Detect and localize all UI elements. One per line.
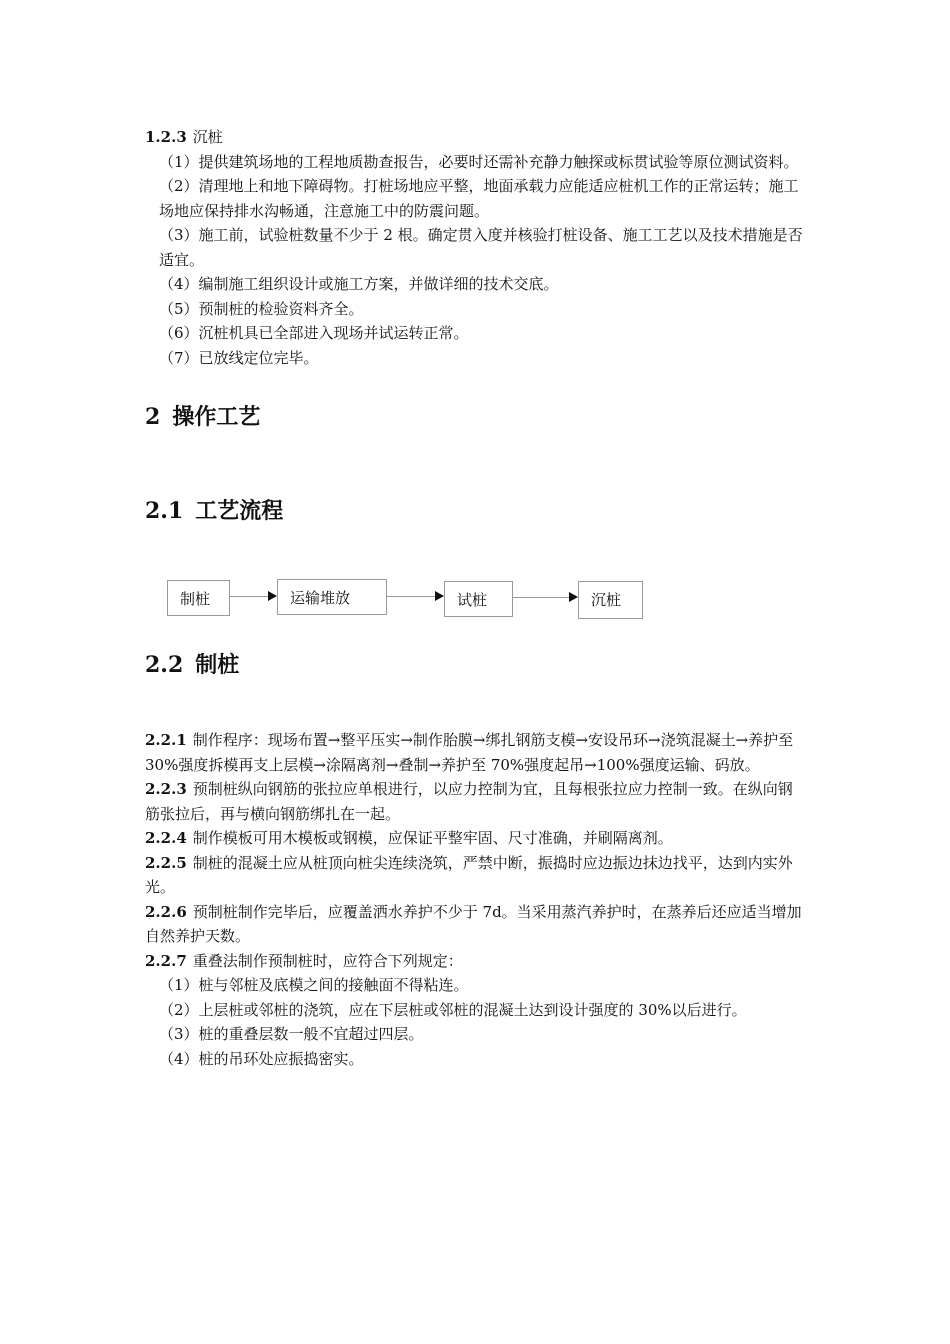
clause-text: 预制桩制作完毕后，应覆盖洒水养护不少于 7d。当采用蒸汽养护时，在蒸养后还应适当增加自然养护天数。 [145, 902, 802, 945]
clause-text: 重叠法制作预制桩时，应符合下列规定： [192, 951, 463, 970]
list-item: （5）预制桩的检验资料齐全。 [159, 299, 364, 318]
clause-number: 2.2.7 [145, 951, 187, 970]
list-item: （3）桩的重叠层数一般不宜超过四层。 [159, 1025, 424, 1043]
clause-number: 2.2.6 [145, 902, 187, 921]
page-content [145, 125, 807, 1071]
clause [145, 777, 807, 826]
list-item: （2）清理地上和地下障碍物。打桩场地应平整，地面承载力应能适应桩机工作的正常运转；施工场地应保持排水沟畅通，注意施工中的防震问题。 [159, 177, 799, 220]
heading-title: 工艺流程 [195, 498, 284, 524]
clause-number: 2.2.1 [145, 731, 187, 749]
clause-text: 预制桩纵向钢筋的张拉应单根进行，以应力控制为宜，且每根张拉应力控制一致。在纵向钢筋张拉后，再与横向钢筋绑扎在一起。 [145, 780, 793, 823]
clause [145, 900, 807, 949]
flow-step-transport-stack: 运输堆放 [277, 579, 387, 615]
list-item: （2）上层桩或邻桩的浇筑，应在下层桩或邻桩的混凝土达到设计强度的 30%以后进行。 [159, 1000, 747, 1019]
heading-process-flow [145, 496, 807, 526]
flow-arrow [230, 596, 276, 597]
section-title: 沉桩 [192, 128, 223, 146]
clause-number: 2.2.4 [145, 829, 187, 847]
list-item: （7）已放线定位完毕。 [159, 348, 319, 367]
clause-number: 2.2.5 [145, 853, 187, 872]
heading-operation-process [145, 402, 807, 432]
heading-title: 制桩 [195, 652, 240, 678]
flow-arrow [387, 596, 443, 597]
list-item: （1）桩与邻桩及底模之间的接触面不得粘连。 [159, 976, 469, 994]
process-flow-diagram [0, 572, 950, 650]
list-item: （3）施工前，试验桩数量不少于 2 根。确定贯入度并核验打桩设备、施工工艺以及技术措施是否适宜。 [159, 226, 803, 269]
section-number: 1.2.3 [145, 128, 187, 146]
list-item: （4）编制施工组织设计或施工方案，并做详细的技术交底。 [159, 275, 559, 293]
clause [145, 728, 807, 777]
clause-text: 制桩的混凝土应从桩顶向桩尖连续浇筑，严禁中断，振捣时应边振边抹边找平，达到内实外光。 [145, 853, 793, 896]
heading-number: 2.1 [145, 498, 184, 524]
list-item: （4）桩的吊环处应振捣密实。 [159, 1049, 364, 1068]
flow-step-make-pile: 制桩 [167, 580, 230, 616]
flow-step-sink-pile: 沉桩 [578, 581, 643, 619]
list-item: （1）提供建筑场地的工程地质勘查报告，必要时还需补充静力触探或标贯试验等原位测试资料。 [159, 152, 799, 171]
heading-number: 2.2 [145, 652, 184, 678]
heading-pile-making [145, 650, 807, 680]
heading-number: 2 [145, 404, 161, 430]
clause-text: 制作程序：现场布置→整平压实→制作胎膜→绑扎钢筋支模→安设吊环→浇筑混凝土→养护至 30%强度拆模再支上层模→涂隔离剂→叠制→养护至 70%强度起吊→100%强度运输、码放。 [145, 731, 794, 774]
heading-title: 操作工艺 [172, 404, 261, 430]
pile-making-clauses [145, 728, 807, 1071]
clause-text: 制作模板可用木模板或钢模，应保证平整牢固、尺寸准确，并刷隔离剂。 [192, 829, 673, 847]
list-item: （6）沉桩机具已全部进入现场并试运转正常。 [159, 324, 469, 342]
flow-step-test-pile: 试桩 [444, 581, 513, 617]
section-1-2-3-heading [145, 125, 807, 150]
flow-arrow [513, 597, 577, 598]
clause [145, 949, 807, 974]
clause [145, 851, 807, 900]
clause-number: 2.2.3 [145, 780, 187, 798]
clause [145, 826, 807, 851]
